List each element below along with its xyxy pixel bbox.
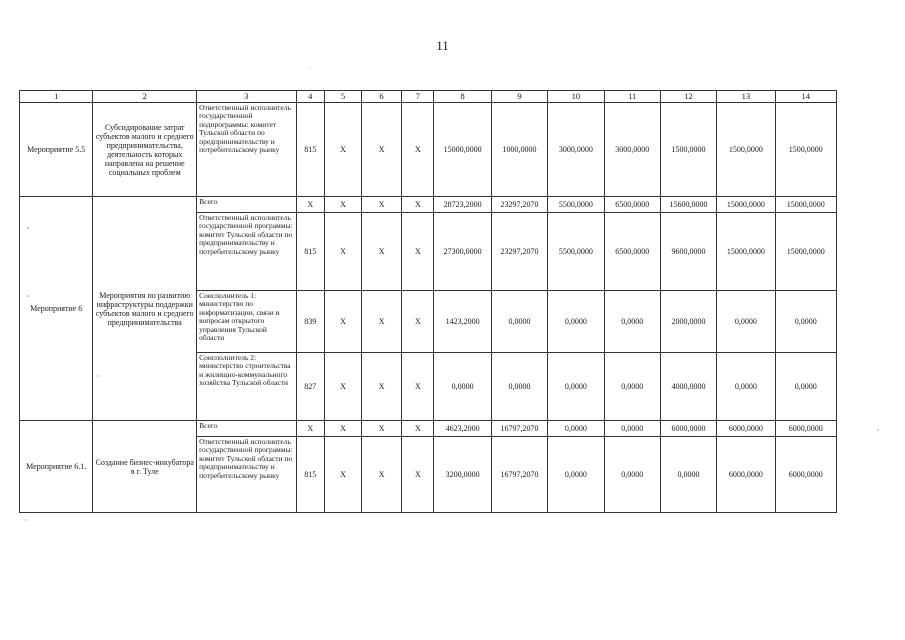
header-cell: 8 bbox=[434, 91, 491, 103]
cell-c5: X bbox=[324, 213, 361, 291]
header-row bbox=[20, 91, 837, 103]
cell-c7: X bbox=[402, 353, 434, 421]
cell-c4: 815 bbox=[296, 103, 324, 197]
cell-c14: 6000,0000 bbox=[775, 437, 836, 513]
measure-name: Создание бизнес-инкубатора в г. Туле bbox=[93, 421, 197, 513]
cell-c5: X bbox=[324, 437, 361, 513]
table-row-m61-total bbox=[20, 421, 837, 437]
cell-c5: X bbox=[324, 197, 361, 213]
cell-c8: 27300,0000 bbox=[434, 213, 491, 291]
cell-c8: 3200,0000 bbox=[434, 437, 491, 513]
cell-c12: 15600,0000 bbox=[660, 197, 716, 213]
executor-cell: Соисполнитель 1: министерство по информатизации, связи и вопросам открытого управления Тульской области bbox=[197, 291, 297, 353]
cell-c14: 15000,0000 bbox=[775, 213, 836, 291]
cell-c14: 6000,0000 bbox=[775, 421, 836, 437]
header-cell: 3 bbox=[197, 91, 297, 103]
cell-c10: 0,0000 bbox=[548, 353, 604, 421]
cell-c12: 0,0000 bbox=[660, 437, 716, 513]
page-number: 11 bbox=[436, 38, 449, 53]
executor-cell: Ответственный исполнитель государственной программы: комитет Тульской области по предпринимательству и потребительскому рынку bbox=[197, 437, 297, 513]
cell-c11: 0,0000 bbox=[604, 353, 660, 421]
cell-c13: 15000,0000 bbox=[717, 197, 775, 213]
header-cell: 4 bbox=[296, 91, 324, 103]
budget-table bbox=[19, 90, 837, 513]
cell-c11: 6500,0000 bbox=[604, 197, 660, 213]
cell-c10: 0,0000 bbox=[548, 421, 604, 437]
cell-c6: X bbox=[362, 437, 402, 513]
cell-c13: 15000,0000 bbox=[717, 213, 775, 291]
cell-c10: 5500,0000 bbox=[548, 197, 604, 213]
cell-c11: 0,0000 bbox=[604, 421, 660, 437]
header-cell: 6 bbox=[362, 91, 402, 103]
cell-c10: 0,0000 bbox=[548, 291, 604, 353]
cell-c11: 0,0000 bbox=[604, 437, 660, 513]
cell-c6: X bbox=[362, 197, 402, 213]
header-cell: 11 bbox=[604, 91, 660, 103]
cell-c7: X bbox=[402, 291, 434, 353]
cell-c14: 1500,0000 bbox=[775, 103, 836, 197]
cell-c4: X bbox=[296, 421, 324, 437]
cell-c4: 839 bbox=[296, 291, 324, 353]
cell-c13: 6000,0000 bbox=[717, 421, 775, 437]
cell-c7: X bbox=[402, 421, 434, 437]
cell-c5: X bbox=[324, 421, 361, 437]
measure-id: Мероприятие 6.1. bbox=[20, 421, 93, 513]
cell-c5: X bbox=[324, 103, 361, 197]
cell-c10: 3000,0000 bbox=[548, 103, 604, 197]
cell-c4: 827 bbox=[296, 353, 324, 421]
cell-c11: 3000,0000 bbox=[604, 103, 660, 197]
measure-name: Мероприятия по развитию инфраструктуры поддержки субъектов малого и среднего предпринимательства bbox=[93, 197, 197, 421]
total-label: Всего bbox=[197, 197, 297, 213]
header-cell: 5 bbox=[324, 91, 361, 103]
header-cell: 9 bbox=[491, 91, 547, 103]
header-cell: 14 bbox=[775, 91, 836, 103]
cell-c6: X bbox=[362, 353, 402, 421]
header-cell: 10 bbox=[548, 91, 604, 103]
cell-c4: 815 bbox=[296, 437, 324, 513]
cell-c14: 15000,0000 bbox=[775, 197, 836, 213]
cell-c4: 815 bbox=[296, 213, 324, 291]
cell-c7: X bbox=[402, 197, 434, 213]
cell-c10: 5500,0000 bbox=[548, 213, 604, 291]
cell-c12: 1500,0000 bbox=[660, 103, 716, 197]
cell-c9: 1000,0000 bbox=[491, 103, 547, 197]
cell-c8: 15000,0000 bbox=[434, 103, 491, 197]
cell-c12: 2000,0000 bbox=[660, 291, 716, 353]
cell-c13: 0,0000 bbox=[717, 291, 775, 353]
cell-c6: X bbox=[362, 421, 402, 437]
header-cell: 1 bbox=[20, 91, 93, 103]
cell-c9: 0,0000 bbox=[491, 353, 547, 421]
cell-c7: X bbox=[402, 437, 434, 513]
measure-id: Мероприятие 5.5 bbox=[20, 103, 93, 197]
cell-c12: 6000,0000 bbox=[660, 421, 716, 437]
cell-c9: 16797,2070 bbox=[491, 421, 547, 437]
cell-c5: X bbox=[324, 291, 361, 353]
executor-cell: Соисполнитель 2: министерство строительства и жилищно-коммунального хозяйства Тульской области bbox=[197, 353, 297, 421]
cell-c12: 4000,0000 bbox=[660, 353, 716, 421]
measure-id: Мероприятие 6 bbox=[20, 197, 93, 421]
cell-c14: 0,0000 bbox=[775, 353, 836, 421]
header-cell: 7 bbox=[402, 91, 434, 103]
cell-c8: 0,0000 bbox=[434, 353, 491, 421]
cell-c6: X bbox=[362, 103, 402, 197]
cell-c6: X bbox=[362, 213, 402, 291]
cell-c13: 6000,0000 bbox=[717, 437, 775, 513]
measure-name: Субсидирование затрат субъектов малого и среднего предпринимательства, деятельность которых направлена на решение социальных проблем bbox=[93, 103, 197, 197]
cell-c7: X bbox=[402, 213, 434, 291]
cell-c11: 0,0000 bbox=[604, 291, 660, 353]
cell-c9: 23297,2070 bbox=[491, 197, 547, 213]
cell-c8: 28723,2000 bbox=[434, 197, 491, 213]
header-cell: 2 bbox=[93, 91, 197, 103]
cell-c12: 9600,0000 bbox=[660, 213, 716, 291]
cell-c8: 1423,2000 bbox=[434, 291, 491, 353]
cell-c8: 4623,2000 bbox=[434, 421, 491, 437]
executor-cell: Ответственный исполнитель государственной программы: комитет Тульской области по предпринимательству и потребительскому рынку bbox=[197, 213, 297, 291]
header-cell: 13 bbox=[717, 91, 775, 103]
cell-c11: 6500,0000 bbox=[604, 213, 660, 291]
cell-c10: 0,0000 bbox=[548, 437, 604, 513]
cell-c13: 0,0000 bbox=[717, 353, 775, 421]
cell-c9: 0,0000 bbox=[491, 291, 547, 353]
cell-c9: 23297,2070 bbox=[491, 213, 547, 291]
total-label: Всего bbox=[197, 421, 297, 437]
header-cell: 12 bbox=[660, 91, 716, 103]
cell-c5: X bbox=[324, 353, 361, 421]
table-row-m55 bbox=[20, 103, 837, 197]
executor-cell: Ответственный исполнитель государственной подпрограммы: комитет Тульской области по предпринимательству и потребительскому рынку bbox=[197, 103, 297, 197]
cell-c13: 1500,0000 bbox=[717, 103, 775, 197]
table-row-m6-total bbox=[20, 197, 837, 213]
cell-c4: X bbox=[296, 197, 324, 213]
cell-c6: X bbox=[362, 291, 402, 353]
cell-c14: 0,0000 bbox=[775, 291, 836, 353]
cell-c7: X bbox=[402, 103, 434, 197]
cell-c9: 16797,2070 bbox=[491, 437, 547, 513]
